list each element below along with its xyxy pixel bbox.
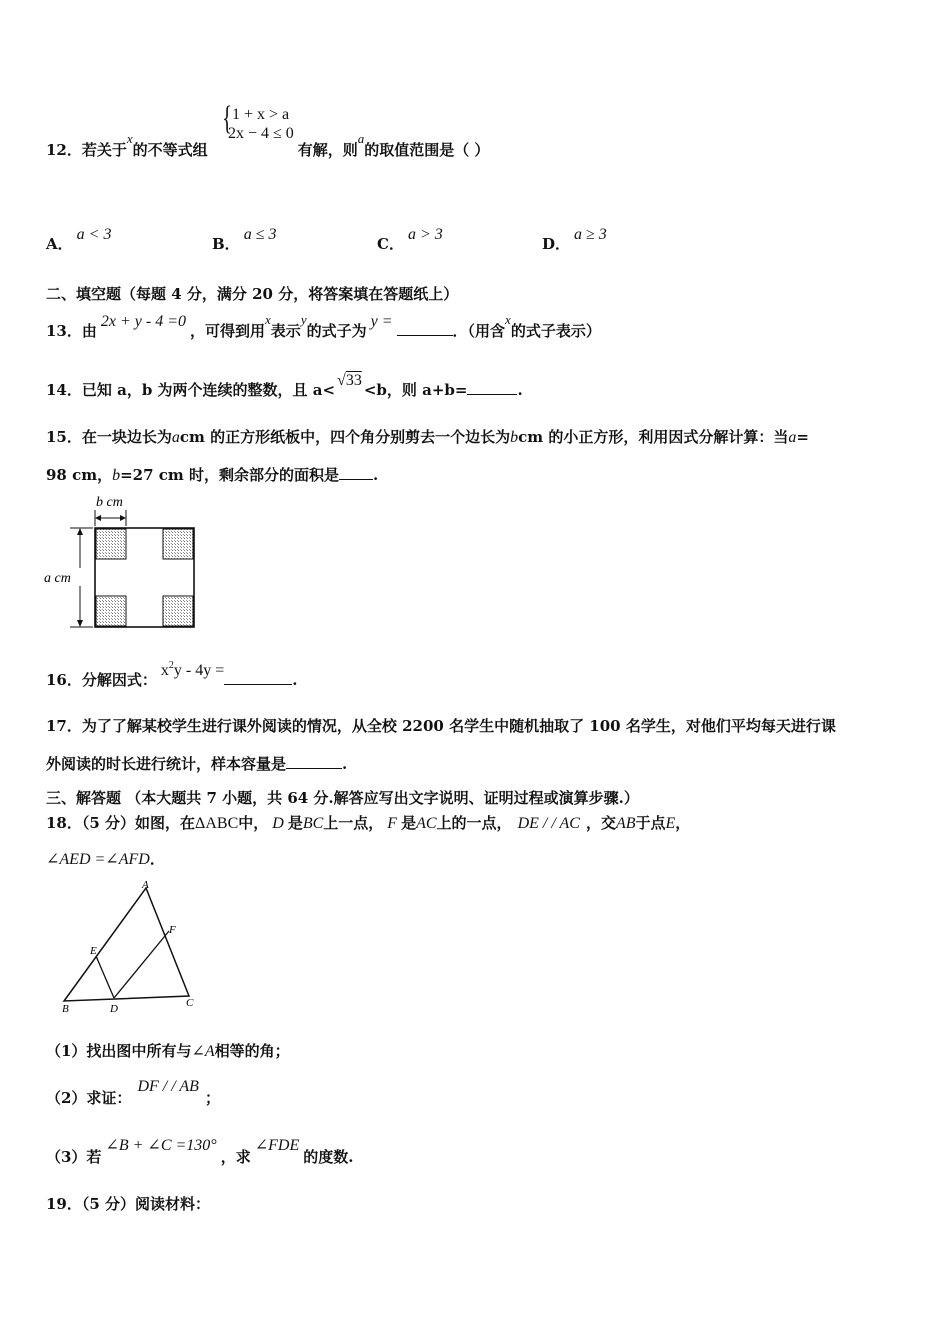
segment-df xyxy=(114,931,169,998)
q12-option-d: D．a ≥ 3 xyxy=(542,226,607,253)
q15-line-2: 98 cm，b=27 cm 时，剩余部分的面积是 . xyxy=(46,466,379,484)
fig-label-D: D xyxy=(110,1003,118,1015)
q12-option-a: A．a < 3 xyxy=(46,226,112,253)
fig-label-a: a cm xyxy=(44,571,71,586)
q16-stem: 16．分解因式：$x^2y - 4y$ =. xyxy=(46,660,298,689)
section-2-heading: 二、填空题（每题 4 分，满分 20 分，将答案填在答题纸上） xyxy=(46,285,459,303)
triangle-abc xyxy=(64,888,189,1001)
q19-stem: 19．（5 分）阅读材料： xyxy=(46,1195,211,1213)
q15-line-1: 15．在一块边长为acm 的正方形纸板中，四个角分别剪去一个边长为bcm 的小正方形，利用因式分解计算：当a= xyxy=(46,428,809,446)
q17-line-2: 外阅读的时长进行统计，样本容量是 . xyxy=(46,755,348,773)
ineq-line-1: 1 + x > a xyxy=(232,106,290,123)
q18-sub-1: （1）找出图中所有与∠A相等的角； xyxy=(46,1042,290,1060)
corner-square xyxy=(163,529,193,559)
q18-condition: ∠AED =∠AFD． xyxy=(46,850,165,868)
section-3-heading: 三、解答题 （本大题共 7 小题，共 64 分.解答应写出文字说明、证明过程或演算步骤.） xyxy=(46,789,639,807)
fig-label-F: F xyxy=(169,924,176,936)
ineq-line-2: 2x − 4 ≤ 0 xyxy=(228,125,294,142)
q18-sub-3: （3）若∠B + ∠C =130°，求∠FDE的度数. xyxy=(46,1137,354,1166)
q14-stem: 14．已知 a，b 为两个连续的整数，且 a<√33<b，则 a+b= . xyxy=(46,372,523,399)
q13-stem: 13．由2x + y - 4 =0，可得到用x表示y的式子为y =．（用含x的式子表示） xyxy=(46,312,601,340)
q12-option-c: C．a > 3 xyxy=(377,226,443,253)
fig-label-b: b cm xyxy=(96,495,123,510)
q12-stem: 12．若关于x的不等式组 有解，则a的取值范围是（ ） xyxy=(46,131,490,159)
corner-square xyxy=(163,596,193,626)
q18-sub-2: （2）求证：DF / / AB； xyxy=(46,1078,220,1107)
fig-label-A: A xyxy=(142,879,149,891)
q12-option-b: B．a ≤ 3 xyxy=(212,226,277,253)
square-cutout-figure xyxy=(40,490,210,636)
q18-stem: 18．（5 分）如图，在ΔABC中， D 是BC上一点， F 是AC上的一点， DE / / AC ，交AB于点E， xyxy=(46,814,691,832)
corner-square xyxy=(96,596,126,626)
fig-label-E: E xyxy=(90,945,97,957)
triangle-figure xyxy=(56,876,206,1016)
q17-line-1: 17．为了了解某校学生进行课外阅读的情况，从全校 2200 名学生中随机抽取了 100 名学生，对他们平均每天进行课 xyxy=(46,717,836,735)
fig-label-B: B xyxy=(62,1003,69,1015)
corner-square xyxy=(96,529,126,559)
segment-de xyxy=(96,956,114,998)
fig-label-C: C xyxy=(186,997,194,1009)
ineq-brace: { xyxy=(222,100,233,137)
